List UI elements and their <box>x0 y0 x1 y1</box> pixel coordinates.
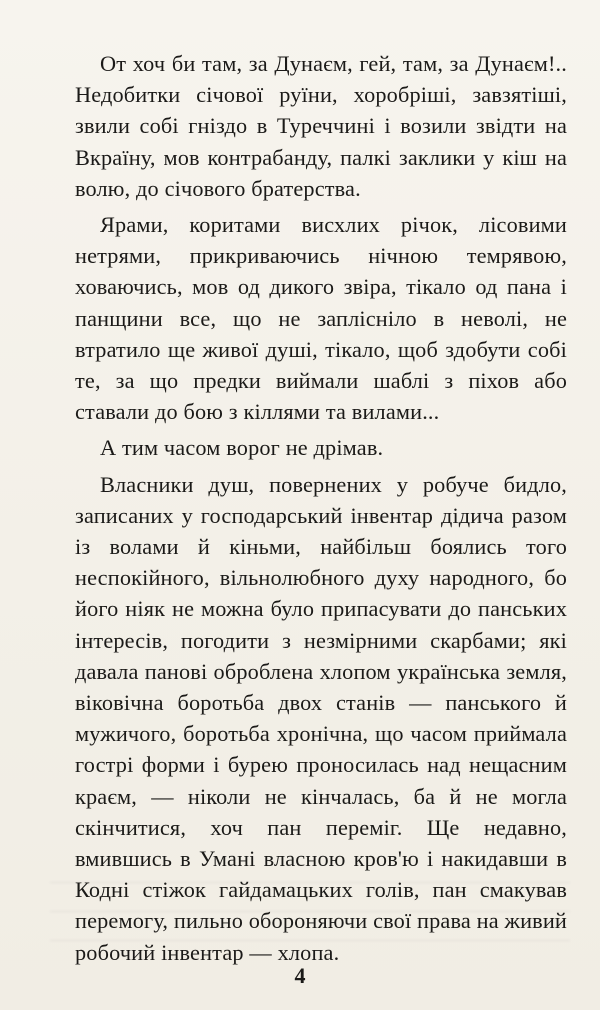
body-text <box>75 48 567 968</box>
paragraph-2: Ярами, коритами висхлих річок, лісовими нетрями, прикриваючись нічною темрявою, ховаючись, мов од дикого звіра, тікало од пана і панщини все, що не заплісніло в неволі, не втратило ще живої душі, тікало, щоб здобути собі те, за що предки виймали шаблі з піхов або ставали до бою з кіллями та вилами... <box>75 212 567 425</box>
paragraph-4: Власники душ, повернених у робуче бидло, записаних у господарський інвентар дідича разом із волами й кіньми, найбільш боялись того неспокійного, вільнолюбного духу народного, бо його ніяк не можна було припасувати до панських інтересів, погодити з незмірними скарбами; які давала панові оброблена хлопом українська земля, віковічна боротьба двох станів — панського й мужичого, боротьба хронічна, що часом приймала гострі форми і бурею проносилась над нещасним краєм, — ніколи не кінчалась, ба й не могла скінчитися, хоч пан переміг. Ще недавно, вмившись в Умані власною кров'ю і накидавши в Кодні стіжок гайдамацьких голів, пан смакував перемогу, пильно обороняючи свої права на живий робочий інвентар — хлопа. <box>75 471 567 965</box>
paragraph-3: А тим часом ворог не дрімав. <box>100 435 384 461</box>
page-number: 4 <box>294 963 306 988</box>
paragraph-1: От хоч би там, за Дунаєм, гей, там, за Дунаєм!.. Недобитки січової руїни, хоробріші, завзятіші, звили собі гніздо в Туреччині і возили звідти на Вкраїну, мов контрабанду, палкі заклики у кіш на волю, до січового братерства. <box>75 51 567 201</box>
